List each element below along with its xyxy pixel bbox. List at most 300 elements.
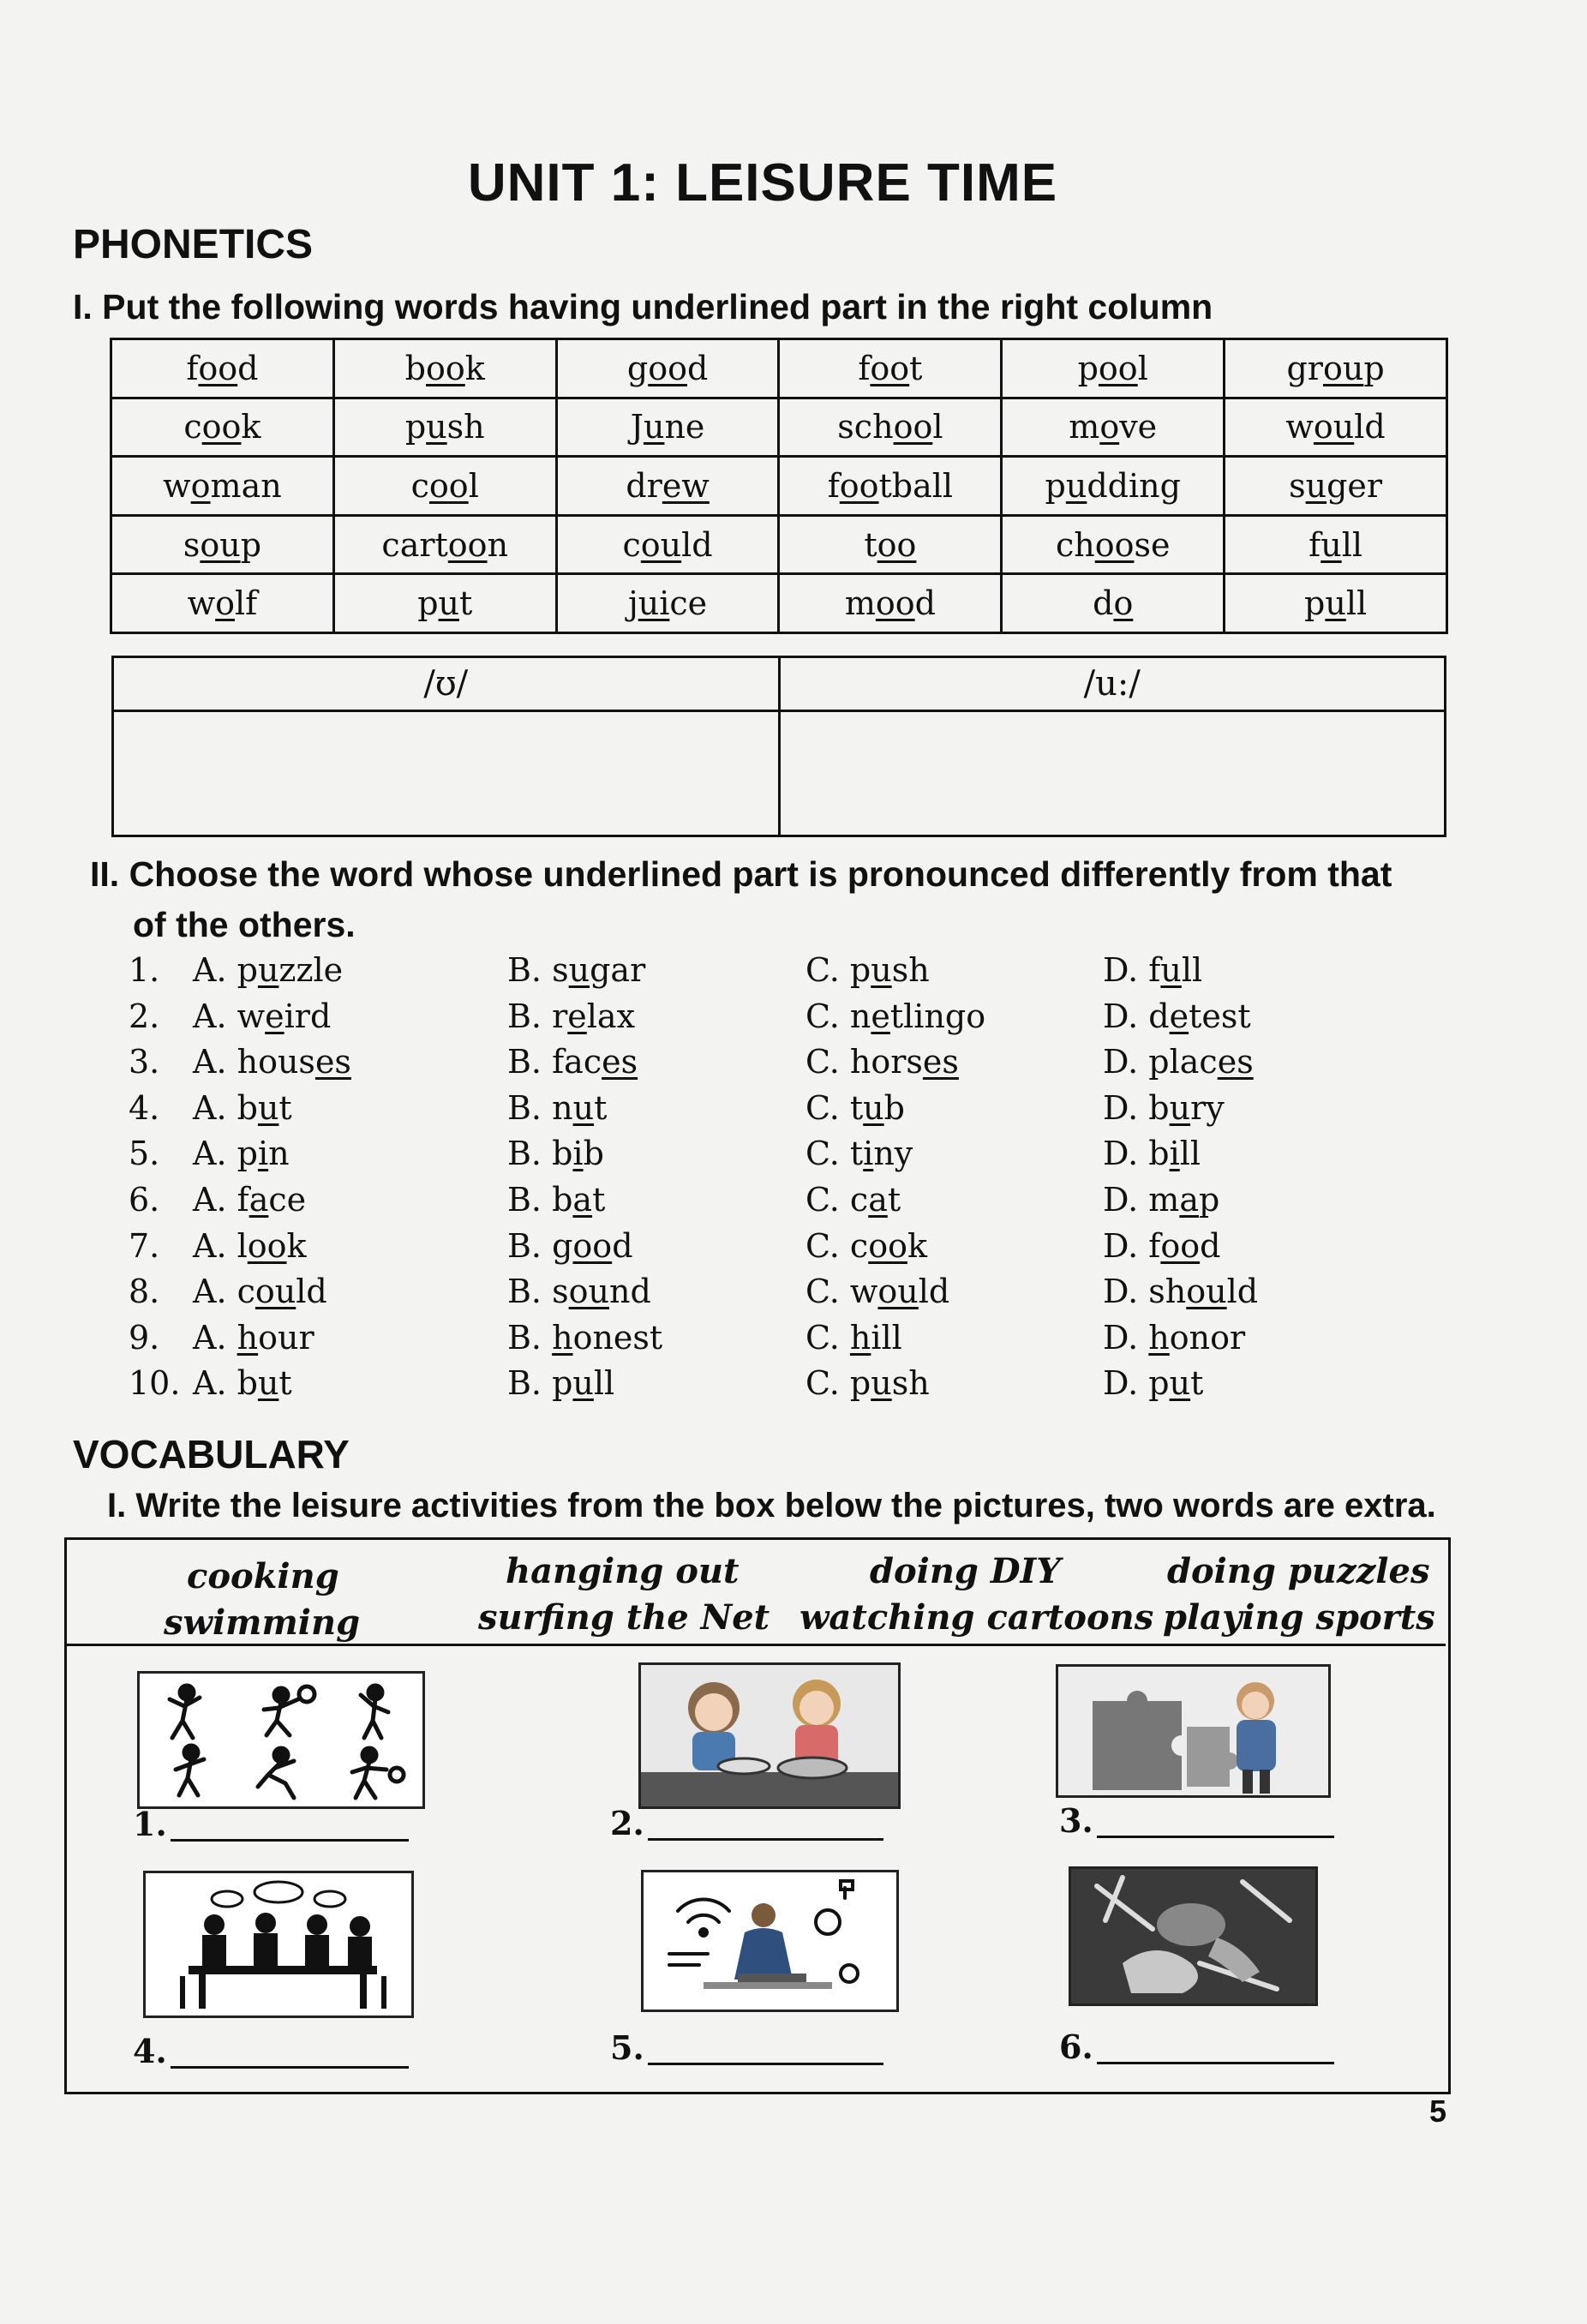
word bbox=[837, 408, 943, 446]
answer-option[interactable] bbox=[1103, 1319, 1245, 1357]
word-underlined: o bbox=[1099, 408, 1120, 446]
word-table-cell bbox=[111, 339, 334, 398]
option-letter: B. bbox=[507, 951, 553, 989]
option-word-text: onest bbox=[572, 1318, 663, 1357]
option-word-text: n bbox=[849, 997, 871, 1035]
word bbox=[1304, 584, 1367, 622]
word-text: gr bbox=[1286, 349, 1323, 387]
option-word-text: t bbox=[849, 1088, 864, 1127]
option-word-text: sh bbox=[891, 951, 930, 989]
word-text: dr bbox=[626, 466, 662, 505]
answer-option[interactable] bbox=[193, 1043, 351, 1081]
word-text: f bbox=[858, 349, 871, 387]
option-word-text: nd bbox=[608, 1273, 651, 1311]
word-text: w bbox=[1285, 408, 1314, 446]
word-text: m bbox=[844, 584, 876, 623]
word bbox=[1056, 526, 1171, 564]
option-word bbox=[850, 1364, 930, 1402]
option-word bbox=[237, 1273, 327, 1310]
option-word-underlined: ou bbox=[877, 1273, 919, 1311]
option-word bbox=[850, 1273, 949, 1310]
option-word-text: our bbox=[258, 1318, 314, 1357]
word-table-cell bbox=[1225, 339, 1447, 398]
word-text: l bbox=[932, 408, 943, 446]
word-underlined: ui bbox=[638, 584, 670, 623]
option-word bbox=[237, 1043, 351, 1081]
word bbox=[186, 350, 258, 387]
option-word-text: c bbox=[849, 1181, 869, 1219]
option-word-text: c bbox=[849, 1226, 869, 1265]
word-bank-item: cooking bbox=[187, 1556, 339, 1596]
word-underlined: ou bbox=[200, 525, 241, 564]
word bbox=[411, 467, 479, 505]
option-word-text: w bbox=[849, 1273, 878, 1311]
word-bank-item: surfing the Net bbox=[478, 1597, 770, 1638]
option-letter: C. bbox=[805, 1181, 850, 1219]
option-letter: A. bbox=[193, 1318, 237, 1357]
word-text: t bbox=[459, 584, 473, 623]
option-word-text: ry bbox=[1190, 1088, 1225, 1127]
option-letter: D. bbox=[1103, 1273, 1149, 1311]
word bbox=[1289, 467, 1382, 505]
option-word-text: p bbox=[237, 1135, 258, 1173]
word-text: w bbox=[163, 466, 191, 505]
word-text: s bbox=[183, 525, 201, 564]
option-letter: A. bbox=[193, 951, 237, 989]
sort-cell-short-u[interactable] bbox=[113, 711, 780, 836]
word-bank-item: doing DIY bbox=[870, 1551, 1061, 1591]
option-word-text: t bbox=[594, 1088, 608, 1127]
word-table-cell bbox=[333, 574, 556, 633]
exercise-3-instruction: I. Write the leisure activities from the box below the pictures, two words are extra. bbox=[107, 1487, 1436, 1524]
option-word-text: s bbox=[552, 1273, 569, 1311]
option-word-text: onor bbox=[1169, 1318, 1246, 1357]
option-word-text: plac bbox=[1148, 1043, 1218, 1081]
option-word-text: ce bbox=[268, 1181, 307, 1219]
word-table-cell bbox=[111, 457, 334, 516]
word-bank-item: watching cartoons bbox=[799, 1597, 1154, 1638]
option-word-text: ld bbox=[1226, 1273, 1259, 1311]
word-underlined: oo bbox=[426, 349, 465, 387]
option-letter: A. bbox=[193, 1135, 237, 1173]
option-letter: B. bbox=[507, 1135, 553, 1173]
answer-6 bbox=[1059, 2028, 1093, 2066]
word-table-cell bbox=[779, 398, 1002, 457]
option-letter: D. bbox=[1103, 1181, 1149, 1219]
option-word bbox=[552, 997, 635, 1035]
word-table-cell bbox=[556, 574, 779, 633]
exercise-2-instruction-cont: of the others. bbox=[133, 905, 356, 944]
word-underlined: ou bbox=[1322, 349, 1364, 387]
option-letter: D. bbox=[1103, 1226, 1149, 1265]
word bbox=[188, 584, 258, 622]
option-word-underlined: es bbox=[1217, 1043, 1254, 1081]
answer-option[interactable] bbox=[1103, 1135, 1201, 1172]
option-letter: C. bbox=[805, 1226, 850, 1265]
option-word-underlined: es bbox=[602, 1043, 638, 1081]
sort-cell-long-u[interactable] bbox=[779, 711, 1446, 836]
word-text: ce bbox=[669, 584, 708, 623]
word-text: d bbox=[686, 349, 709, 387]
sort-header-short-u: /ʊ/ bbox=[113, 657, 780, 711]
answer-option[interactable] bbox=[805, 1043, 959, 1081]
option-word-underlined: oo bbox=[247, 1226, 287, 1265]
word-text: lf bbox=[235, 584, 258, 623]
option-word bbox=[1148, 1319, 1245, 1357]
option-word-text: b bbox=[583, 1135, 604, 1173]
answer-option[interactable] bbox=[193, 1135, 290, 1172]
option-word-underlined: a bbox=[572, 1181, 593, 1219]
answer-option[interactable] bbox=[805, 1227, 927, 1265]
word-table-cell bbox=[556, 339, 779, 398]
option-word-underlined: u bbox=[257, 1088, 279, 1127]
word-underlined: oo bbox=[428, 466, 469, 505]
option-word-text: w bbox=[237, 997, 266, 1035]
word-text: ld bbox=[681, 525, 713, 564]
option-word bbox=[237, 1089, 292, 1127]
answer-option[interactable] bbox=[1103, 951, 1202, 989]
answer-5 bbox=[610, 2028, 644, 2067]
option-letter: B. bbox=[507, 1088, 553, 1127]
option-word-underlined: es bbox=[314, 1043, 351, 1081]
word-underlined: u bbox=[1321, 525, 1342, 564]
option-word-text: d bbox=[1148, 997, 1170, 1035]
word-bank bbox=[64, 1537, 1446, 1646]
option-word-text: t bbox=[278, 1088, 292, 1127]
answer-blank[interactable] bbox=[648, 2063, 883, 2065]
option-letter: B. bbox=[507, 1364, 553, 1403]
option-letter: B. bbox=[507, 997, 553, 1035]
option-word bbox=[237, 1319, 314, 1357]
answer-option[interactable] bbox=[1103, 1089, 1225, 1127]
question-number: 2. bbox=[129, 997, 160, 1035]
option-word bbox=[552, 1089, 607, 1127]
option-word-underlined: u bbox=[871, 951, 892, 989]
word bbox=[405, 408, 485, 446]
option-word bbox=[850, 1227, 927, 1265]
puzzle-picture bbox=[1056, 1664, 1331, 1798]
option-word-text: t bbox=[849, 1135, 864, 1173]
word-text: ld bbox=[1354, 408, 1386, 446]
option-word-text: b bbox=[552, 1135, 573, 1173]
option-word-text: t bbox=[1190, 1364, 1204, 1403]
answer-blank[interactable] bbox=[171, 1839, 409, 1842]
answer-option[interactable] bbox=[805, 1273, 949, 1310]
answer-option[interactable] bbox=[507, 1227, 633, 1265]
word-underlined: u bbox=[438, 584, 459, 623]
answer-option[interactable] bbox=[805, 1089, 905, 1127]
answer-option[interactable] bbox=[805, 997, 985, 1035]
option-word-underlined: u bbox=[568, 951, 590, 989]
word-table-cell bbox=[333, 398, 556, 457]
option-letter: D. bbox=[1103, 1135, 1149, 1173]
answer-option[interactable] bbox=[507, 951, 645, 989]
answer-option[interactable] bbox=[193, 1273, 327, 1310]
word bbox=[1286, 350, 1384, 387]
word bbox=[417, 584, 472, 622]
answer-label: 1. bbox=[133, 1805, 167, 1843]
word-text: f bbox=[1309, 525, 1321, 564]
word-table-cell bbox=[1225, 457, 1447, 516]
option-letter: C. bbox=[805, 1273, 850, 1311]
option-word-underlined: oo bbox=[1160, 1226, 1201, 1265]
word bbox=[1045, 467, 1181, 505]
option-word-underlined: u bbox=[1169, 1088, 1191, 1127]
option-word bbox=[237, 997, 332, 1035]
option-letter: C. bbox=[805, 1364, 850, 1403]
answer-option[interactable] bbox=[805, 1135, 913, 1172]
option-word-underlined: i bbox=[572, 1135, 584, 1173]
answer-option[interactable] bbox=[805, 1319, 902, 1357]
exercise-2-instruction: II. Choose the word whose underlined part is pronounced differently from that bbox=[90, 854, 1392, 894]
section-heading-vocabulary: VOCABULARY bbox=[73, 1432, 350, 1476]
word-text: ch bbox=[1055, 525, 1095, 564]
word-table-cell bbox=[779, 339, 1002, 398]
word-text: n bbox=[487, 525, 509, 564]
answer-option[interactable] bbox=[1103, 1181, 1219, 1219]
answer-blank[interactable] bbox=[648, 1838, 883, 1841]
option-word bbox=[1148, 1089, 1224, 1127]
option-word bbox=[1148, 997, 1250, 1035]
word-text: d bbox=[914, 584, 936, 623]
option-letter: C. bbox=[805, 1043, 850, 1081]
word-text: c bbox=[410, 466, 429, 505]
answer-option[interactable] bbox=[507, 1181, 605, 1219]
word bbox=[381, 526, 508, 564]
option-word-text: ll bbox=[1179, 1135, 1201, 1173]
option-word bbox=[1148, 1135, 1201, 1172]
word-table-cell bbox=[556, 515, 779, 574]
answer-option[interactable] bbox=[1103, 1043, 1254, 1081]
word bbox=[858, 350, 922, 387]
option-word bbox=[237, 1227, 307, 1265]
option-word-underlined: u bbox=[1169, 1364, 1191, 1403]
answer-option[interactable] bbox=[507, 1135, 604, 1172]
word-underlined: u bbox=[1065, 466, 1087, 505]
sound-sort-table bbox=[111, 656, 1446, 837]
word-underlined: u bbox=[1305, 466, 1327, 505]
answer-option[interactable] bbox=[193, 1181, 306, 1219]
wifi-laptop-icon bbox=[644, 1872, 896, 2010]
word-table-row bbox=[111, 574, 1447, 633]
option-letter: A. bbox=[193, 1088, 237, 1127]
word bbox=[828, 467, 953, 505]
option-letter: A. bbox=[193, 1273, 237, 1311]
question-number: 5. bbox=[129, 1135, 160, 1173]
word-text: p bbox=[404, 408, 427, 446]
word-table-cell bbox=[111, 398, 334, 457]
option-word-underlined: e bbox=[1169, 997, 1189, 1035]
answer-option[interactable] bbox=[193, 1319, 314, 1357]
word bbox=[1069, 408, 1157, 446]
word-text: p bbox=[240, 525, 262, 564]
word-bank-item: swimming bbox=[164, 1602, 361, 1643]
option-word bbox=[237, 1135, 290, 1172]
option-word-underlined: i bbox=[863, 1135, 874, 1173]
word-table-cell bbox=[779, 515, 1002, 574]
option-word bbox=[850, 997, 985, 1035]
option-word bbox=[850, 1319, 902, 1357]
option-word-text: b bbox=[1148, 1088, 1170, 1127]
answer-option[interactable] bbox=[507, 1043, 638, 1081]
answer-option[interactable] bbox=[1103, 1364, 1203, 1402]
answer-option[interactable] bbox=[193, 1227, 307, 1265]
word-underlined: o bbox=[215, 584, 236, 623]
word bbox=[628, 584, 707, 622]
word-text: ll bbox=[1345, 584, 1368, 623]
option-word-text: g bbox=[552, 1226, 573, 1265]
question-number: 9. bbox=[129, 1318, 160, 1357]
question-number: 8. bbox=[129, 1273, 160, 1311]
word-text: ger bbox=[1326, 466, 1383, 505]
option-word-underlined: a bbox=[249, 1181, 269, 1219]
word-underlined: ou bbox=[640, 525, 682, 564]
answer-option[interactable] bbox=[193, 997, 331, 1035]
answer-option[interactable] bbox=[805, 1181, 901, 1219]
option-letter: A. bbox=[193, 997, 237, 1035]
cooking-picture bbox=[638, 1662, 901, 1809]
word-text: p bbox=[1045, 466, 1066, 505]
word bbox=[864, 526, 916, 564]
word-text: p bbox=[417, 584, 439, 623]
option-word-underlined: h bbox=[552, 1318, 573, 1357]
answer-option[interactable] bbox=[193, 951, 343, 989]
option-word bbox=[1148, 1043, 1253, 1081]
answer-option[interactable] bbox=[507, 1273, 651, 1310]
option-letter: B. bbox=[507, 1181, 553, 1219]
word-text: s bbox=[1289, 466, 1306, 505]
word-underlined: oo bbox=[1094, 525, 1135, 564]
word-table-row bbox=[111, 515, 1447, 574]
word bbox=[626, 467, 710, 505]
answer-blank[interactable] bbox=[1097, 1836, 1334, 1838]
option-word-underlined: u bbox=[257, 951, 279, 989]
option-letter: B. bbox=[507, 1043, 553, 1081]
word-underlined: u bbox=[643, 408, 665, 446]
word-text: tball bbox=[878, 466, 954, 505]
option-word-text: b bbox=[552, 1181, 573, 1219]
sort-header-long-u: /u:/ bbox=[779, 657, 1446, 711]
word-underlined: ew bbox=[662, 466, 710, 505]
word-underlined: oo bbox=[875, 584, 915, 623]
option-word bbox=[552, 1319, 662, 1357]
option-word bbox=[850, 1089, 905, 1127]
word-text: b bbox=[404, 349, 426, 387]
word-table-row bbox=[111, 339, 1447, 398]
word-text: p bbox=[1363, 349, 1385, 387]
answer-option[interactable] bbox=[193, 1089, 292, 1127]
answer-option[interactable] bbox=[1103, 1273, 1258, 1310]
answer-option[interactable] bbox=[507, 1364, 614, 1402]
word-underlined: oo bbox=[447, 525, 488, 564]
section-heading-phonetics: PHONETICS bbox=[73, 222, 314, 267]
option-word-underlined: e bbox=[567, 997, 587, 1035]
answer-option[interactable] bbox=[193, 1364, 292, 1402]
word-text: sch bbox=[837, 408, 894, 446]
option-word bbox=[237, 1181, 307, 1219]
word-text: se bbox=[1134, 525, 1171, 564]
option-word-underlined: h bbox=[1148, 1318, 1170, 1357]
option-word bbox=[552, 1043, 638, 1081]
word-text: w bbox=[187, 584, 216, 623]
option-word-underlined: u bbox=[863, 1088, 884, 1127]
option-word-text: ill bbox=[871, 1318, 902, 1357]
hanging-out-picture bbox=[143, 1871, 414, 2018]
word bbox=[623, 526, 713, 564]
option-word-underlined: u bbox=[572, 1088, 595, 1127]
option-word-text: p bbox=[1198, 1181, 1220, 1219]
word-text: f bbox=[827, 466, 840, 505]
word-table-cell bbox=[1002, 339, 1225, 398]
option-word-text: ny bbox=[873, 1135, 913, 1173]
word-text: k bbox=[464, 349, 485, 387]
question-number: 3. bbox=[129, 1043, 160, 1081]
option-letter: C. bbox=[805, 997, 850, 1035]
word bbox=[183, 408, 261, 446]
answer-option[interactable] bbox=[1103, 997, 1251, 1035]
answer-2 bbox=[610, 1804, 644, 1842]
internet-picture bbox=[641, 1870, 899, 2012]
option-word-text: test bbox=[1189, 997, 1251, 1035]
option-word bbox=[850, 1043, 959, 1081]
option-word-underlined: oo bbox=[868, 1226, 907, 1265]
option-word-text: zzle bbox=[278, 951, 344, 989]
option-word bbox=[1148, 1227, 1220, 1265]
answer-option[interactable] bbox=[1103, 1227, 1220, 1265]
option-word-text: n bbox=[552, 1088, 573, 1127]
option-letter: D. bbox=[1103, 1088, 1149, 1127]
word-table-cell bbox=[779, 574, 1002, 633]
option-word bbox=[237, 951, 344, 989]
answer-option[interactable] bbox=[507, 997, 635, 1035]
answer-label: 6. bbox=[1059, 2028, 1093, 2066]
option-word-text: p bbox=[1148, 1364, 1170, 1403]
answer-option[interactable] bbox=[507, 1319, 662, 1357]
answer-label: 2. bbox=[610, 1804, 644, 1842]
option-letter: D. bbox=[1103, 1043, 1149, 1081]
word-text: sh bbox=[446, 408, 485, 446]
word-underlined: oo bbox=[201, 408, 242, 446]
option-letter: D. bbox=[1103, 1318, 1149, 1357]
option-word-underlined: a bbox=[868, 1181, 888, 1219]
answer-option[interactable] bbox=[805, 1364, 930, 1402]
option-word-underlined: u bbox=[871, 1364, 892, 1403]
option-word-text: s bbox=[552, 951, 569, 989]
option-word-text: p bbox=[849, 951, 871, 989]
option-word bbox=[1148, 1364, 1203, 1402]
option-letter: D. bbox=[1103, 951, 1149, 989]
option-word bbox=[552, 1181, 605, 1219]
word-text: l bbox=[1137, 349, 1148, 387]
word-table-cell bbox=[333, 515, 556, 574]
option-word bbox=[850, 951, 930, 989]
word-underlined: ou bbox=[1313, 408, 1355, 446]
answer-blank[interactable] bbox=[1097, 2062, 1334, 2064]
option-word-text: hous bbox=[237, 1043, 315, 1081]
option-word-text: b bbox=[237, 1364, 258, 1403]
word bbox=[631, 408, 705, 446]
question-number: 7. bbox=[129, 1226, 160, 1265]
option-letter: D. bbox=[1103, 1364, 1149, 1403]
option-word-text: p bbox=[849, 1364, 871, 1403]
word-table-cell bbox=[1002, 515, 1225, 574]
word-text: J bbox=[630, 408, 644, 446]
answer-option[interactable] bbox=[507, 1089, 607, 1127]
word-text: cart bbox=[381, 525, 448, 564]
exercise-1-instruction: I. Put the following words having underlined part in the right column bbox=[73, 287, 1213, 326]
answer-blank[interactable] bbox=[171, 2066, 409, 2069]
answer-option[interactable] bbox=[805, 951, 930, 989]
